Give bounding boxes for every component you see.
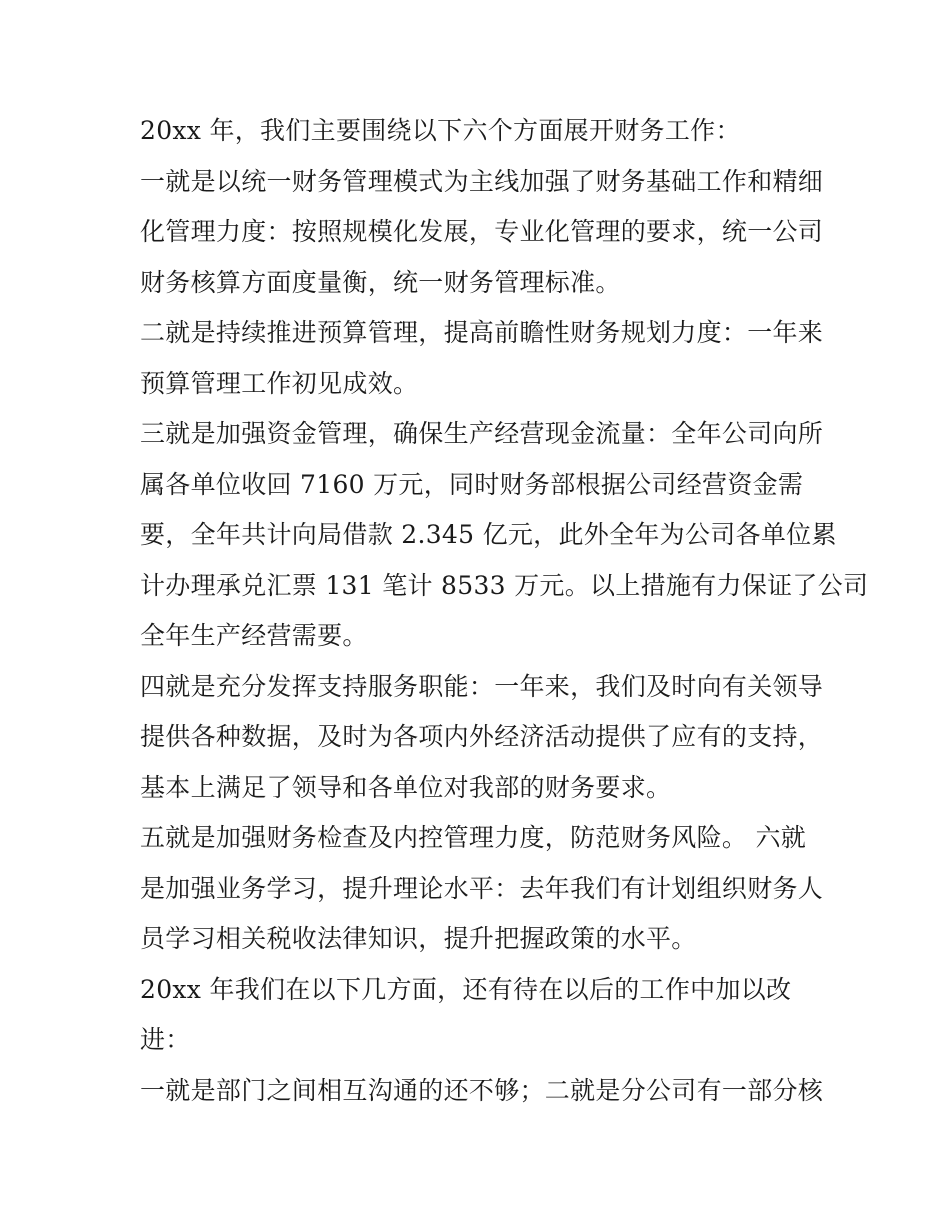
text-line: 基本上满足了领导和各单位对我部的财务要求。	[140, 772, 672, 802]
text-line: 提供各种数据，及时为各项内外经济活动提供了应有的支持，	[140, 722, 824, 751]
text-line: 五就是加强财务检查及内控管理力度，防范财务风险。 六就	[140, 823, 807, 852]
text-line: 化管理力度：按照规模化发展，专业化管理的要求，统一公司	[140, 217, 824, 246]
text-line: 是加强业务学习，提升理论水平：去年我们有计划组织财务人	[140, 873, 824, 903]
text-line: 员学习相关税收法律知识，提升把握政策的水平。	[140, 924, 697, 953]
text-line: 四就是充分发挥支持服务职能：一年来，我们及时向有关领导	[140, 671, 824, 701]
text-line: 进：	[140, 1025, 191, 1054]
document-body	[140, 106, 869, 1116]
text-line: 财务核算方面度量衡，统一财务管理标准。	[140, 267, 621, 297]
text-line: 预算管理工作初见成效。	[140, 368, 419, 398]
text-line: 20xx 年，我们主要围绕以下六个方面展开财务工作：	[140, 116, 741, 145]
text-line: 三就是加强资金管理，确保生产经营现金流量：全年公司向所	[140, 419, 824, 448]
text-line: 二就是持续推进预算管理，提高前瞻性财务规划力度：一年来	[140, 318, 824, 347]
text-line: 要，全年共计向局借款 2.345 亿元，此外全年为公司各单位累	[140, 520, 837, 549]
text-line: 20xx 年我们在以下几方面，还有待在以后的工作中加以改	[140, 974, 792, 1004]
text-line: 属各单位收回 7160 万元，同时财务部根据公司经营资金需	[140, 469, 804, 499]
text-line: 全年生产经营需要。	[140, 621, 368, 650]
text-line: 一就是部门之间相互沟通的还不够；二就是分公司有一部分核	[140, 1075, 824, 1105]
text-line: 计办理承兑汇票 131 笔计 8533 万元。以上措施有力保证了公司	[140, 570, 869, 600]
text-line: 一就是以统一财务管理模式为主线加强了财务基础工作和精细	[140, 166, 824, 196]
